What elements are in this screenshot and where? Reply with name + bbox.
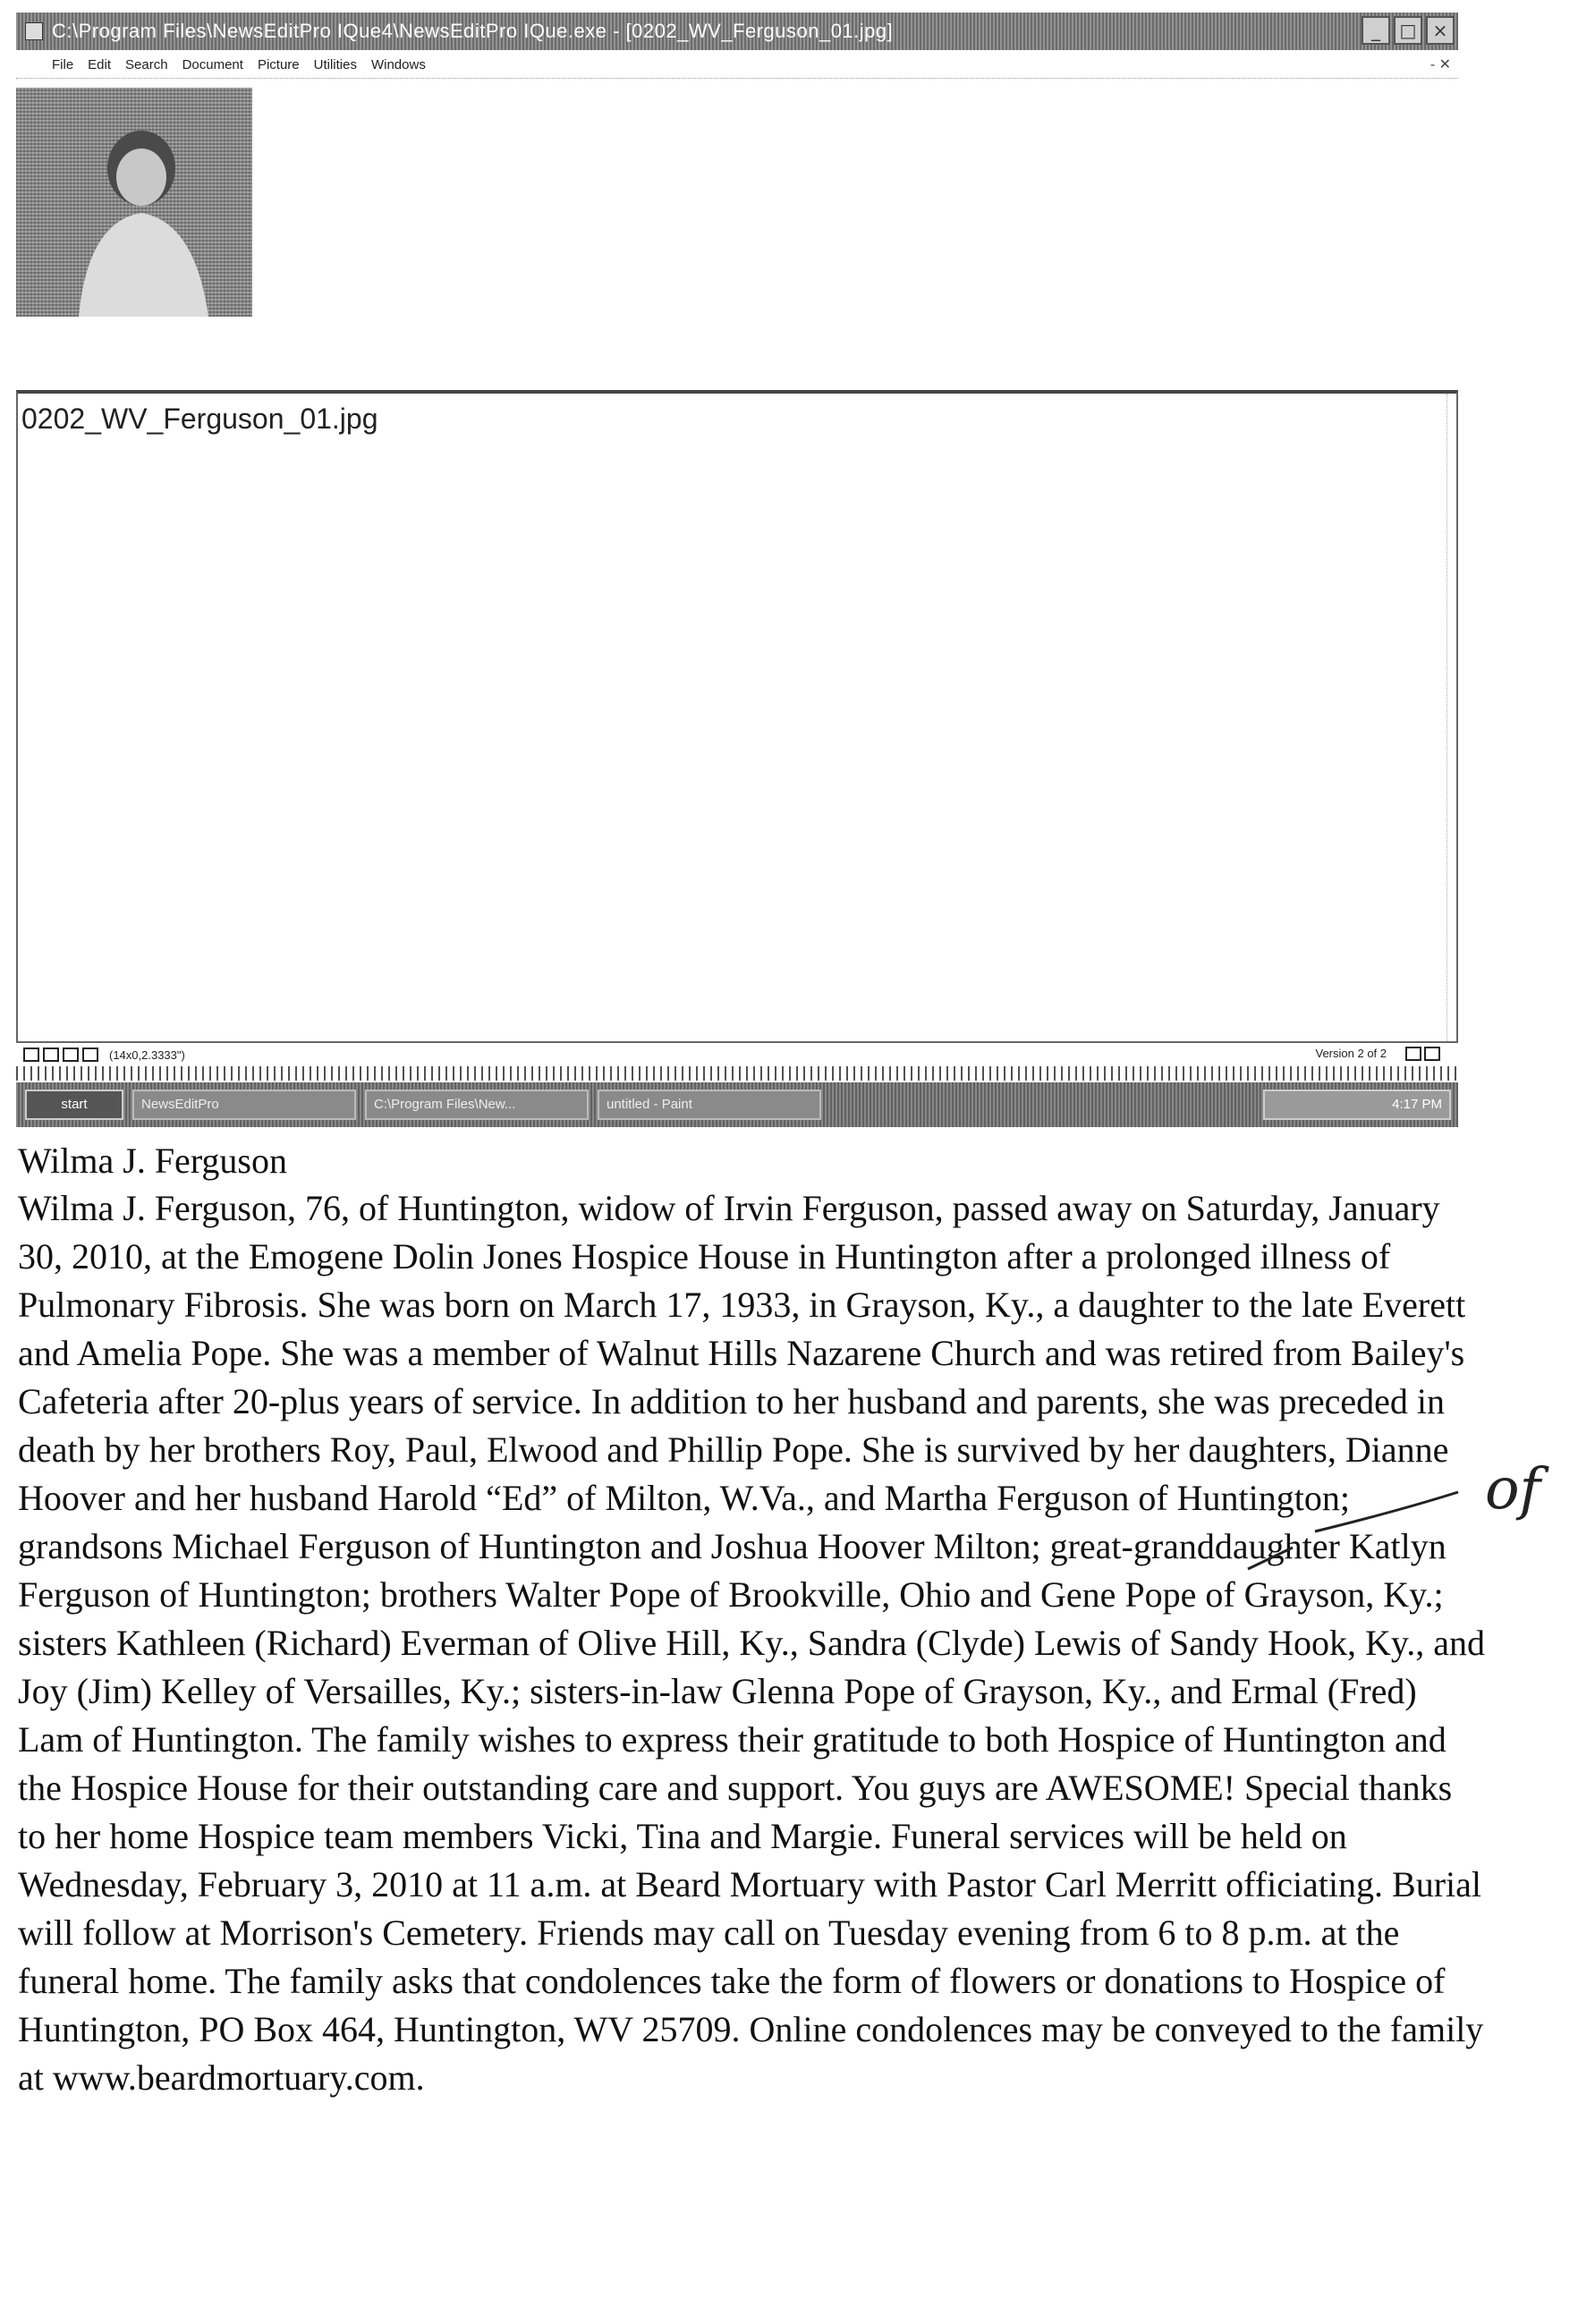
maximize-button[interactable]: □	[1394, 16, 1422, 45]
single-view-icon[interactable]	[43, 1047, 59, 1062]
ruler	[16, 1066, 1458, 1081]
window-controls	[1362, 16, 1455, 45]
portrait-body	[79, 213, 208, 317]
minimize-button[interactable]: _	[1362, 16, 1390, 45]
start-button[interactable]: start	[25, 1090, 123, 1120]
system-tray-clock: 4:17 PM	[1263, 1090, 1451, 1120]
taskbar	[16, 1082, 1458, 1127]
app-icon	[25, 22, 43, 40]
menu-file[interactable]: File	[52, 57, 74, 72]
view-mode-icons	[23, 1047, 98, 1062]
status-bar	[16, 1045, 1458, 1064]
taskbar-item[interactable]: untitled - Paint	[598, 1090, 821, 1120]
obituary-text: Wilma J. Ferguson, 76, of Huntington, widow of Irvin Ferguson, passed away on Saturday, January 30, 2010, at the Emogene Dolin Jones Hospice House in Huntington after a prolonged illness of Pulmonary Fibrosis. She was born on March 17, 1933, in Grayson, Ky., a daughter to the late Everett and Amelia Pope. She was a member of Walnut Hills Nazarene Church and was retired from Bailey's Cafeteria after 20-plus years of service. In addition to her husband and parents, she was preceded in death by her brothers Roy, Paul, Elwood and Phillip Pope. She is survived by her daughters, Dianne Hoover and her husband Harold “Ed” of Milton, W.Va., and Martha Ferguson of Huntington; grandsons Michael Ferguson of Huntington and Joshua Hoover Milton; great-granddaughter Katlyn Ferguson of Huntington; brothers Walter Pope of Brookville, Ohio and Gene Pope of Grayson, Ky.; sisters Kathleen (Richard) Everman of Olive Hill, Ky., Sandra (Clyde) Lewis of Sandy Hook, Ky., and Joy (Jim) Kelley of Versailles, Ky.; sisters-in-law Glenna Pope of Grayson, Ky., and Ermal (Fred) Lam of Huntington. The family wishes to express their gratitude to both Hospice of Huntington and the Hospice House for their outstanding care and support. You guys are AWESOME! Special thanks to her home Hospice team members Vicki, Tina and Margie. Funeral services will be held on Wednesday, February 3, 2010 at 11 a.m. at Beard Mortuary with Pastor Carl Merritt officiating. Burial will follow at Morrison's Cemetery. Friends may call on Tuesday evening from 6 to 8 p.m. at the funeral home. The family asks that condolences take the form of flowers or donations to Hospice of Huntington, PO Box 464, Huntington, WV 25709. Online condolences may be conveyed to the family at www.beardmortuary.com.	[18, 1188, 1485, 2098]
window-title: C:\Program Files\NewsEditPro IQue4\NewsEditPro IQue.exe - [0202_WV_Ferguson_01.jpg]	[52, 20, 894, 42]
menu-windows[interactable]: Windows	[370, 57, 426, 72]
version-icons	[1405, 1047, 1440, 1061]
menu-picture[interactable]: Picture	[257, 57, 300, 72]
obituary-body	[18, 1184, 1485, 2102]
version-label: Version 2 of 2	[1315, 1047, 1387, 1060]
split-view-icon[interactable]	[82, 1047, 98, 1062]
photo-thumbnail[interactable]	[16, 88, 252, 317]
portrait-face	[116, 148, 166, 206]
menu-utilities[interactable]: Utilities	[313, 57, 357, 72]
menu-edit[interactable]: Edit	[88, 57, 112, 72]
menu-document[interactable]: Document	[182, 57, 243, 72]
status-coordinates: (14x0,2.3333")	[109, 1047, 185, 1062]
window-title-bar	[16, 13, 1458, 50]
obituary-heading: Wilma J. Ferguson	[18, 1141, 287, 1181]
pointer-tool-icon[interactable]	[23, 1047, 39, 1062]
save-version-icon[interactable]	[1405, 1047, 1421, 1061]
image-panel	[16, 390, 1458, 1043]
panel-filename: 0202_WV_Ferguson_01.jpg	[21, 403, 378, 435]
handwritten-annotation: of	[1485, 1456, 1541, 1522]
grid-view-icon[interactable]	[63, 1047, 79, 1062]
close-button[interactable]: ×	[1426, 16, 1455, 45]
menu-bar	[16, 52, 1458, 79]
menu-window-controls[interactable]: - ✕	[1430, 57, 1451, 72]
menu-search[interactable]: Search	[125, 57, 168, 72]
taskbar-item[interactable]: C:\Program Files\New...	[365, 1090, 589, 1120]
portrait-silhouette	[16, 88, 252, 317]
panel-scrollbar[interactable]	[1446, 394, 1456, 1041]
taskbar-item[interactable]: NewsEditPro	[132, 1090, 356, 1120]
edit-version-icon[interactable]	[1424, 1047, 1440, 1061]
